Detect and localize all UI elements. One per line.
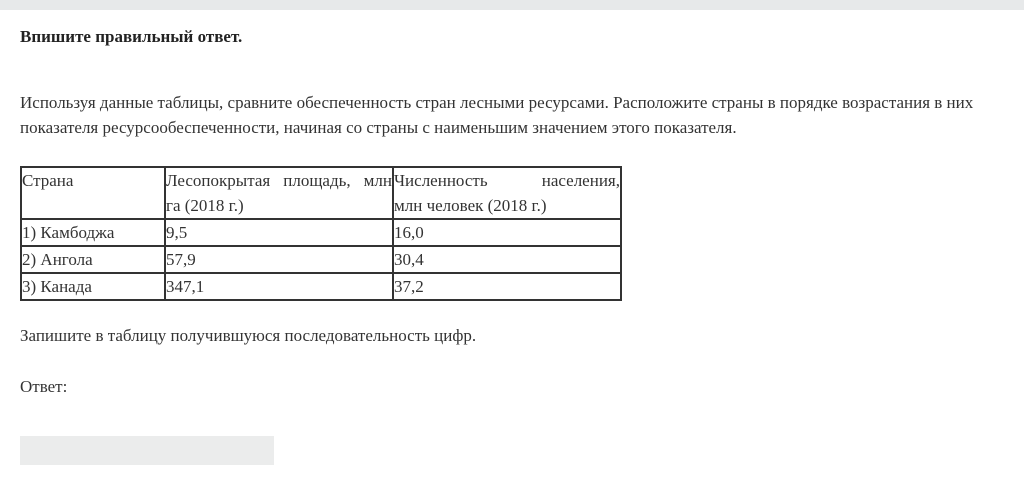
task-instruction: Впишите правильный ответ.: [20, 27, 243, 46]
answer-label: Ответ:: [20, 377, 68, 396]
answer-format-note: Запишите в таблицу получившуюся последовательность цифр.: [20, 326, 477, 345]
header-forest-line-1: Лесопокрытая площадь, млн: [166, 171, 392, 190]
cell-forest-area: 57,9: [165, 246, 393, 273]
table-row: [21, 219, 621, 246]
cell-forest-area: 347,1: [165, 273, 393, 300]
header-country-text: Страна: [22, 171, 74, 190]
question-text: Используя данные таблицы, сравните обеспеченность стран лесными ресурсами. Расположите страны в порядке возрастания в них показателя ресурсообеспеченности, начиная со страны с наименьшим значением этого показателя.: [20, 93, 974, 137]
answer-input[interactable]: [20, 436, 274, 465]
cell-population: 30,4: [393, 246, 621, 273]
cell-population: 37,2: [393, 273, 621, 300]
header-population-line-2: млн человек (2018 г.): [394, 196, 547, 215]
table-row: [21, 273, 621, 300]
cell-country: 2) Ангола: [21, 246, 165, 273]
header-cell-population: [393, 167, 621, 219]
cell-country: 1) Камбоджа: [21, 219, 165, 246]
table-header-row: [21, 167, 621, 219]
header-population-line-1: Численность населения,: [394, 171, 620, 190]
cell-forest-area: 9,5: [165, 219, 393, 246]
table-row: [21, 246, 621, 273]
header-cell-country: [21, 167, 165, 219]
data-table: [20, 166, 622, 301]
cell-country: 3) Канада: [21, 273, 165, 300]
header-forest-line-2: га (2018 г.): [166, 196, 244, 215]
top-bar: [0, 0, 1024, 10]
header-cell-forest-area: [165, 167, 393, 219]
cell-population: 16,0: [393, 219, 621, 246]
